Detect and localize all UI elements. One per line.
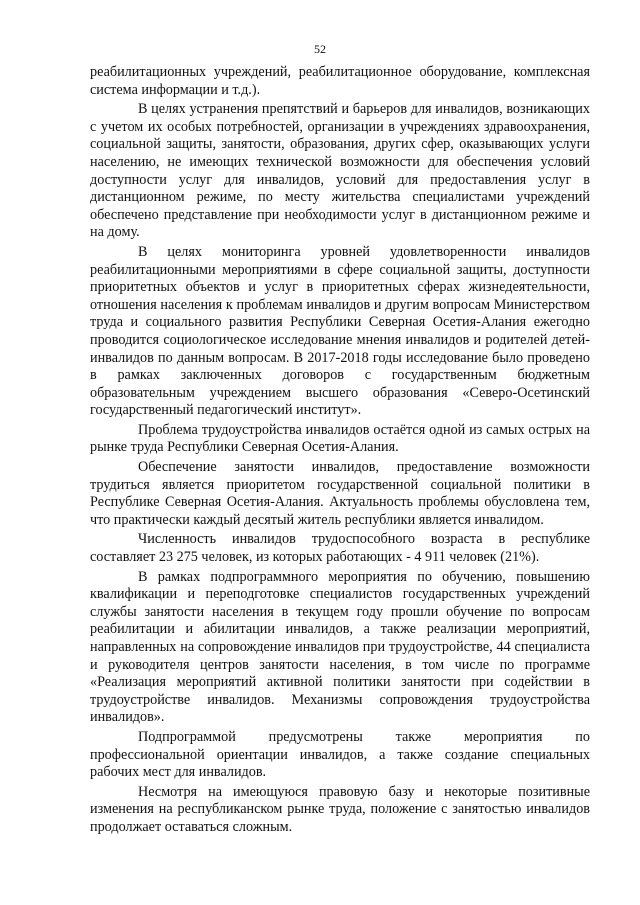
paragraph-7: В рамках подпрограммного мероприятия по обучению, повышению квалификации и переподготовке специалистов государственных учреждений службы занятости населения в текущем году прошли обучение по вопросам реабилитации и абилитации инвалидов, а также реализации мероприятий, направленных на сопровождение инвалидов при трудоустройстве, 44 специалиста и руководителя центров занятости населения, в том числе по программе «Реализация мероприятий активной политики занятости при содействии в трудоустройстве инвалидов. Механизмы сопровождения трудоустройства инвалидов».: [90, 568, 590, 726]
paragraph-9: Несмотря на имеющуюся правовую базу и некоторые позитивные изменения на республиканском рынке труда, положение с занятостью инвалидов продолжает оставаться сложным.: [90, 783, 590, 835]
paragraph-8: Подпрограммой предусмотрены также мероприятия по профессиональной ориентации инвалидов, а также создание специальных рабочих мест для инвалидов.: [90, 728, 590, 781]
paragraph-4: Проблема трудоустройства инвалидов остаётся одной из самых острых на рынке труда Республики Северная Осетия-Алания.: [90, 421, 590, 456]
paragraph-5: Обеспечение занятости инвалидов, предоставление возможности трудиться является приоритетом государственной социальной политики в Республике Северная Осетия-Алания. Актуальность проблемы обусловлена тем, что практически каждый десятый житель республики является инвалидом.: [90, 459, 590, 528]
paragraph-6: Численность инвалидов трудоспособного возраста в республике составляет 23 275 человек, из которых работающих - 4 911 человек (21%).: [90, 531, 590, 566]
document-body: [90, 64, 590, 839]
paragraph-2: В целях устранения препятствий и барьеров для инвалидов, возникающих с учетом их особых потребностей, организации в учреждениях здравоохранения, социальной защиты, занятости, образования, других сфер, оказывающих услуги населению, не имеющих технической возможности для обеспечения условий доступности услуг для инвалидов, условий для предоставления услуг в дистанционном режиме, по месту жительства специалистами учреждений обеспечено представление при необходимости услуг в дистанционном режиме и на дому.: [90, 101, 590, 241]
paragraph-1: реабилитационных учреждений, реабилитационное оборудование, комплексная система информации и т.д.).: [90, 64, 590, 98]
page-number: 52: [314, 42, 326, 56]
paragraph-3: В целях мониторинга уровней удовлетворенности инвалидов реабилитационными мероприятиями в сфере социальной защиты, доступности приоритетных объектов и услуг в приоритетных сферах жизнедеятельности, отношения населения к проблемам инвалидов и другим вопросам Министерством труда и социального развития Республики Северная Осетия-Алания ежегодно проводится социологическое исследование мнения инвалидов и родителей детей-инвалидов по данным вопросам. В 2017-2018 годы исследование было проведено в рамках заключенных договоров с государственным бюджетным образовательным учреждением высшего образования «Северо-Осетинский государственный педагогический институт».: [90, 243, 590, 419]
